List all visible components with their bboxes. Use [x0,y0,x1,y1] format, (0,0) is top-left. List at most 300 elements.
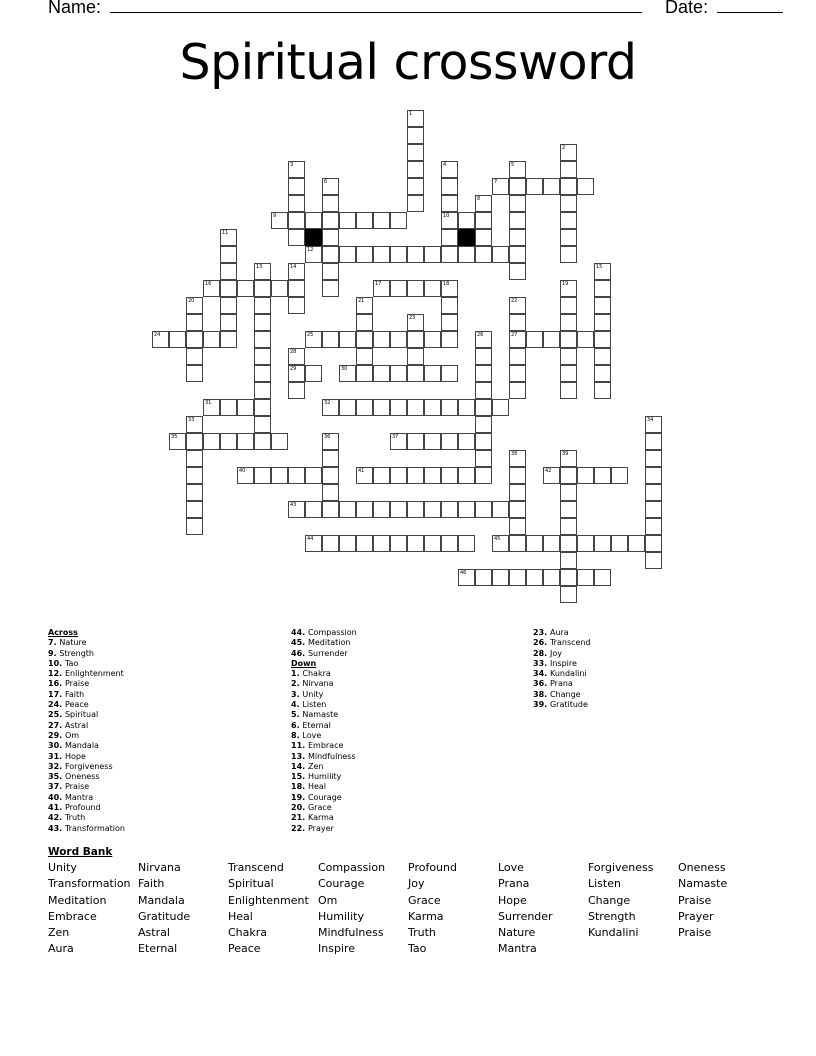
grid-cell[interactable] [441,212,458,229]
grid-cell[interactable] [339,246,356,263]
grid-cell[interactable] [254,314,271,331]
word-bank-item: Zen [48,926,70,940]
grid-cell[interactable] [526,569,543,586]
grid-cell[interactable] [254,416,271,433]
grid-cell[interactable] [390,535,407,552]
grid-cell[interactable] [390,501,407,518]
grid-cell[interactable] [441,433,458,450]
clue-item [48,669,125,679]
grid-cell[interactable] [220,331,237,348]
grid-cell[interactable] [509,450,526,467]
grid-cell[interactable] [577,467,594,484]
grid-cell[interactable] [441,161,458,178]
grid-cell[interactable] [509,229,526,246]
grid-cell[interactable] [407,365,424,382]
grid-cell[interactable] [407,195,424,212]
grid-cell[interactable] [407,314,424,331]
grid-cell[interactable] [288,263,305,280]
grid-cell[interactable] [475,382,492,399]
clue-number: 26. [533,638,550,648]
grid-cell[interactable] [254,348,271,365]
grid-cell[interactable] [322,263,339,280]
grid-cell[interactable] [611,467,628,484]
grid-cell[interactable] [203,433,220,450]
grid-cell[interactable] [543,535,560,552]
grid-cell[interactable] [526,331,543,348]
grid-cell[interactable] [322,280,339,297]
grid-cell[interactable] [645,433,662,450]
grid-cell[interactable] [407,110,424,127]
clue-text: Prana [549,679,573,689]
grid-cell[interactable] [322,501,339,518]
grid-cell[interactable] [373,246,390,263]
grid-cell[interactable] [322,246,339,263]
grid-cell[interactable] [322,399,339,416]
grid-cell[interactable] [237,399,254,416]
grid-cell[interactable] [611,535,628,552]
grid-cell[interactable] [441,297,458,314]
grid-cell[interactable] [475,501,492,518]
grid-cell[interactable] [186,501,203,518]
grid-cell[interactable] [645,467,662,484]
grid-cell[interactable] [424,467,441,484]
clue-text: Praise [64,782,90,792]
grid-cell[interactable] [186,433,203,450]
word-bank-item: Joy [408,877,425,891]
grid-cell[interactable] [577,331,594,348]
clue-item [48,679,125,689]
grid-cell[interactable] [288,348,305,365]
grid-cell[interactable] [288,365,305,382]
grid-cell[interactable] [390,246,407,263]
grid-cell[interactable] [220,280,237,297]
grid-cell[interactable] [594,348,611,365]
grid-cell[interactable] [560,518,577,535]
grid-cell[interactable] [441,229,458,246]
grid-cell[interactable] [475,467,492,484]
grid-cell[interactable] [526,535,543,552]
grid-cell[interactable] [441,195,458,212]
grid-cell[interactable] [441,280,458,297]
grid-cell[interactable] [475,569,492,586]
grid-cell[interactable] [475,212,492,229]
grid-cell[interactable] [288,297,305,314]
grid-cell[interactable] [441,246,458,263]
grid-cell[interactable] [220,297,237,314]
grid-cell[interactable] [356,467,373,484]
grid-cell[interactable] [288,195,305,212]
grid-cell[interactable] [509,484,526,501]
grid-cell[interactable] [254,467,271,484]
grid-cell[interactable] [458,467,475,484]
grid-cell[interactable] [203,331,220,348]
grid-cell[interactable] [288,280,305,297]
grid-cell[interactable] [645,450,662,467]
grid-cell[interactable] [305,501,322,518]
grid-cell[interactable] [186,484,203,501]
grid-cell[interactable] [458,569,475,586]
grid-cell[interactable] [594,314,611,331]
grid-cell[interactable] [271,467,288,484]
grid-cell[interactable] [288,501,305,518]
grid-cell[interactable] [475,433,492,450]
grid-cell[interactable] [594,331,611,348]
grid-cell[interactable] [509,501,526,518]
grid-cell[interactable] [322,433,339,450]
grid-cell[interactable] [220,246,237,263]
grid-cell[interactable] [560,382,577,399]
grid-cell[interactable] [594,569,611,586]
word-bank-item: Surrender [498,909,553,923]
grid-cell[interactable] [407,178,424,195]
grid-cell[interactable] [424,433,441,450]
grid-cell[interactable] [560,246,577,263]
grid-cell[interactable] [373,365,390,382]
grid-cell[interactable] [560,586,577,603]
grid-cell[interactable] [424,331,441,348]
grid-cell[interactable] [560,280,577,297]
grid-cell[interactable] [492,535,509,552]
grid-cell[interactable] [560,552,577,569]
grid-cell[interactable] [509,246,526,263]
grid-cell[interactable] [373,501,390,518]
grid-cell[interactable] [407,161,424,178]
clue-item [533,659,591,669]
grid-cell[interactable] [220,263,237,280]
grid-cell[interactable] [475,365,492,382]
grid-cell[interactable] [407,348,424,365]
grid-cell[interactable] [509,569,526,586]
grid-cell[interactable] [458,399,475,416]
grid-cell[interactable] [356,331,373,348]
grid-cell[interactable] [628,535,645,552]
grid-cell[interactable] [560,178,577,195]
grid-cell[interactable] [509,178,526,195]
grid-cell[interactable] [305,246,322,263]
grid-cell[interactable] [560,331,577,348]
grid-cell[interactable] [475,399,492,416]
grid-cell[interactable] [220,433,237,450]
grid-cell[interactable] [475,195,492,212]
grid-cell[interactable] [288,178,305,195]
grid-cell[interactable] [271,212,288,229]
word-bank-item: Inspire [318,942,356,956]
grid-cell[interactable] [288,467,305,484]
grid-cell[interactable] [271,280,288,297]
grid-cell[interactable] [645,552,662,569]
grid-cell[interactable] [390,467,407,484]
grid-cell[interactable] [441,501,458,518]
grid-cell[interactable] [254,263,271,280]
grid-cell[interactable] [254,331,271,348]
grid-cell[interactable] [645,518,662,535]
grid-cell[interactable] [356,348,373,365]
grid-cell[interactable] [254,382,271,399]
grid-cell[interactable] [424,365,441,382]
grid-cell[interactable] [526,178,543,195]
grid-cell[interactable] [509,331,526,348]
grid-cell[interactable] [509,535,526,552]
grid-cell[interactable] [322,178,339,195]
grid-cell[interactable] [254,365,271,382]
grid-cell[interactable] [390,399,407,416]
grid-cell[interactable] [560,450,577,467]
grid-cell[interactable] [509,297,526,314]
grid-cell[interactable] [594,382,611,399]
grid-cell[interactable] [458,246,475,263]
grid-cell[interactable] [594,467,611,484]
grid-cell[interactable] [237,433,254,450]
grid-cell[interactable] [237,280,254,297]
grid-cell[interactable] [390,365,407,382]
grid-cell[interactable] [509,365,526,382]
grid-cell[interactable] [492,399,509,416]
grid-cell[interactable] [322,212,339,229]
grid-cell[interactable] [458,433,475,450]
grid-cell[interactable] [645,484,662,501]
grid-cell[interactable] [407,433,424,450]
grid-cell[interactable] [645,535,662,552]
grid-cell[interactable] [441,178,458,195]
grid-cell[interactable] [237,467,254,484]
grid-cell[interactable] [254,280,271,297]
grid-cell[interactable] [356,501,373,518]
clue-heading: Across [48,628,78,637]
grid-cell[interactable] [169,331,186,348]
grid-cell[interactable] [186,331,203,348]
grid-cell[interactable] [288,229,305,246]
grid-cell[interactable] [560,569,577,586]
grid-cell[interactable] [305,467,322,484]
word-bank-item: Enlightenment [228,893,309,907]
grid-cell[interactable] [543,467,560,484]
word-bank-item: Grace [408,893,441,907]
grid-cell[interactable] [339,331,356,348]
grid-cell[interactable] [339,365,356,382]
clue-number: 16 [205,281,212,287]
grid-cell[interactable] [560,297,577,314]
grid-cell[interactable] [509,467,526,484]
grid-cell[interactable] [407,331,424,348]
grid-cell[interactable] [356,314,373,331]
grid-cell[interactable] [356,399,373,416]
grid-cell[interactable] [543,569,560,586]
grid-cell[interactable] [220,399,237,416]
grid-cell[interactable] [186,416,203,433]
grid-cell[interactable] [543,178,560,195]
grid-cell[interactable] [254,433,271,450]
grid-cell[interactable] [509,263,526,280]
grid-cell[interactable] [458,501,475,518]
grid-cell[interactable] [560,484,577,501]
grid-cell[interactable] [407,246,424,263]
grid-cell[interactable] [288,161,305,178]
grid-cell[interactable] [356,212,373,229]
grid-cell[interactable] [322,450,339,467]
grid-cell[interactable] [560,144,577,161]
grid-cell[interactable] [509,314,526,331]
grid-cell[interactable] [577,178,594,195]
grid-cell[interactable] [339,501,356,518]
grid-cell[interactable] [458,212,475,229]
grid-cell[interactable] [424,246,441,263]
grid-cell[interactable] [373,399,390,416]
grid-cell[interactable] [373,280,390,297]
clue-number: 13 [256,264,263,270]
grid-cell[interactable] [390,433,407,450]
grid-cell[interactable] [594,263,611,280]
grid-cell[interactable] [390,331,407,348]
grid-cell[interactable] [424,280,441,297]
grid-cell[interactable] [475,331,492,348]
grid-cell[interactable] [594,535,611,552]
grid-cell[interactable] [254,399,271,416]
grid-cell[interactable] [407,127,424,144]
grid-cell[interactable] [492,501,509,518]
grid-cell[interactable] [475,229,492,246]
grid-cell[interactable] [475,450,492,467]
grid-cell[interactable] [373,212,390,229]
grid-cell[interactable] [560,467,577,484]
grid-cell[interactable] [356,535,373,552]
grid-cell[interactable] [373,467,390,484]
grid-cell[interactable] [560,535,577,552]
grid-cell[interactable] [492,178,509,195]
grid-cell[interactable] [186,365,203,382]
grid-cell[interactable] [186,467,203,484]
grid-cell[interactable] [441,365,458,382]
grid-cell[interactable] [424,535,441,552]
grid-cell[interactable] [339,535,356,552]
clue-item [533,690,591,700]
grid-cell[interactable] [458,535,475,552]
grid-cell[interactable] [560,365,577,382]
grid-cell[interactable] [373,331,390,348]
grid-cell[interactable] [509,195,526,212]
grid-cell[interactable] [509,348,526,365]
grid-cell[interactable] [186,450,203,467]
grid-cell[interactable] [475,348,492,365]
grid-cell[interactable] [560,161,577,178]
grid-cell[interactable] [441,467,458,484]
clue-number: 2. [291,679,303,689]
clue-number: 27. [48,720,65,730]
grid-cell[interactable] [407,280,424,297]
grid-cell[interactable] [577,535,594,552]
grid-cell[interactable] [594,280,611,297]
grid-cell[interactable] [475,246,492,263]
grid-cell[interactable] [509,382,526,399]
grid-cell[interactable] [152,331,169,348]
grid-cell[interactable] [407,467,424,484]
grid-cell[interactable] [560,348,577,365]
grid-cell[interactable] [594,365,611,382]
grid-cell[interactable] [509,518,526,535]
word-bank-item: Peace [228,942,261,956]
grid-cell[interactable] [186,297,203,314]
grid-cell[interactable] [594,297,611,314]
clue-number: 11. [291,741,308,751]
grid-cell[interactable] [203,280,220,297]
grid-cell[interactable] [186,348,203,365]
grid-cell[interactable] [560,229,577,246]
grid-cell[interactable] [407,399,424,416]
grid-cell[interactable] [475,416,492,433]
grid-cell[interactable] [577,569,594,586]
grid-cell[interactable] [186,518,203,535]
grid-cell[interactable] [492,246,509,263]
clue-number: 35. [48,772,65,782]
grid-cell[interactable] [305,212,322,229]
grid-cell[interactable] [390,212,407,229]
grid-cell[interactable] [407,144,424,161]
grid-cell[interactable] [288,212,305,229]
grid-cell[interactable] [645,501,662,518]
grid-cell[interactable] [509,212,526,229]
grid-cell[interactable] [271,433,288,450]
grid-cell[interactable] [407,501,424,518]
grid-cell[interactable] [424,501,441,518]
clue-number: 15 [596,264,603,270]
clue-text: Astral [64,720,89,730]
grid-cell[interactable] [203,399,220,416]
grid-cell[interactable] [407,535,424,552]
grid-cell[interactable] [254,297,271,314]
grid-cell[interactable] [441,399,458,416]
word-bank-item: Humility [318,909,364,923]
grid-cell[interactable] [322,195,339,212]
grid-cell[interactable] [169,433,186,450]
word-bank [48,846,768,956]
grid-cell[interactable] [220,229,237,246]
grid-cell[interactable] [645,416,662,433]
grid-cell[interactable] [322,484,339,501]
grid-cell[interactable] [441,535,458,552]
grid-cell[interactable] [373,535,390,552]
clue-text: Hope [64,751,86,761]
grid-cell[interactable] [543,331,560,348]
clue-text: Courage [307,792,342,802]
grid-cell[interactable] [305,365,322,382]
grid-cell[interactable] [560,314,577,331]
clues-column-3 [533,628,591,710]
grid-cell[interactable] [322,229,339,246]
grid-cell[interactable] [339,399,356,416]
grid-cell[interactable] [441,314,458,331]
grid-cell[interactable] [509,161,526,178]
grid-cell[interactable] [305,331,322,348]
grid-cell[interactable] [560,501,577,518]
grid-cell[interactable] [441,331,458,348]
grid-cell[interactable] [339,212,356,229]
grid-cell[interactable] [322,331,339,348]
grid-cell[interactable] [288,382,305,399]
grid-cell[interactable] [305,535,322,552]
grid-cell[interactable] [220,314,237,331]
grid-cell[interactable] [322,535,339,552]
grid-cell[interactable] [186,314,203,331]
grid-cell[interactable] [390,280,407,297]
grid-cell[interactable] [492,569,509,586]
grid-cell[interactable] [322,467,339,484]
grid-cell[interactable] [424,399,441,416]
grid-cell[interactable] [356,297,373,314]
word-bank-heading: Word Bank [48,846,113,858]
grid-cell[interactable] [356,246,373,263]
grid-cell[interactable] [560,195,577,212]
grid-cell[interactable] [356,365,373,382]
grid-cell[interactable] [560,212,577,229]
